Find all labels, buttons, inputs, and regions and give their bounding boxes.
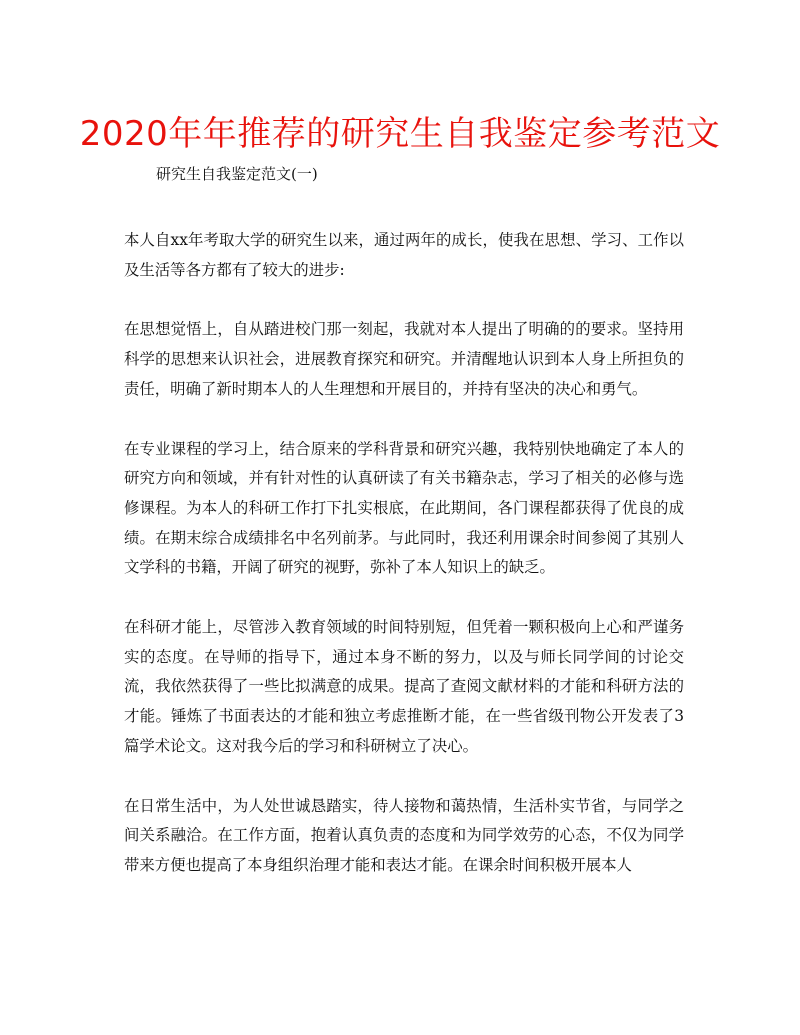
paragraph-intro: 本人自xx年考取大学的研究生以来，通过两年的成长，使我在思想、学习、工作以及生活等各方都有了较大的进步: — [124, 231, 684, 279]
paragraph-coursework: 在专业课程的学习上，结合原来的学科背景和研究兴趣，我特别快地确定了本人的研究方向和领域，并有针对性的认真研读了有关书籍杂志，学习了相关的必修与选修课程。为本人的科研工作打下扎实根底，在此期间，各门课程都获得了优良的成绩。在期末综合成绩排名中名列前茅。与此同时，我还利用课余时间参阅了其别人文学科的书籍，开阔了研究的视野，弥补了本人知识上的缺乏。 — [124, 439, 684, 577]
paragraph-ideology: 在思想觉悟上，自从踏进校门那一刻起，我就对本人提出了明确的的要求。坚持用科学的思想来认识社会，进展教育探究和研究。并清醒地认识到本人身上所担负的责任，明确了新时期本人的人生理想和开展目的，并持有坚决的决心和勇气。 — [124, 320, 684, 398]
document-body — [124, 226, 684, 911]
document-subtitle: 研究生自我鉴定范文(一) — [156, 165, 318, 183]
document-title: 2020年年推荐的研究生自我鉴定参考范文 — [79, 114, 721, 154]
paragraph-research: 在科研才能上，尽管涉入教育领域的时间特别短，但凭着一颗积极向上心和严谨务实的态度。在导师的指导下，通过本身不断的努力，以及与师长同学间的讨论交流，我依然获得了一些比拟满意的成果。提高了查阅文献材料的才能和科研方法的才能。锤炼了书面表达的才能和独立考虑推断才能，在一些省级刊物公开发表了3篇学术论文。这对我今后的学习和科研树立了决心。 — [124, 618, 684, 755]
paragraph-daily-life: 在日常生活中，为人处世诚恳踏实，待人接物和蔼热情，生活朴实节省，与同学之间关系融洽。在工作方面，抱着认真负责的态度和为同学效劳的心态，不仅为同学带来方便也提高了本身组织治理才能和表达才能。在课余时间积极开展本人 — [124, 796, 684, 874]
